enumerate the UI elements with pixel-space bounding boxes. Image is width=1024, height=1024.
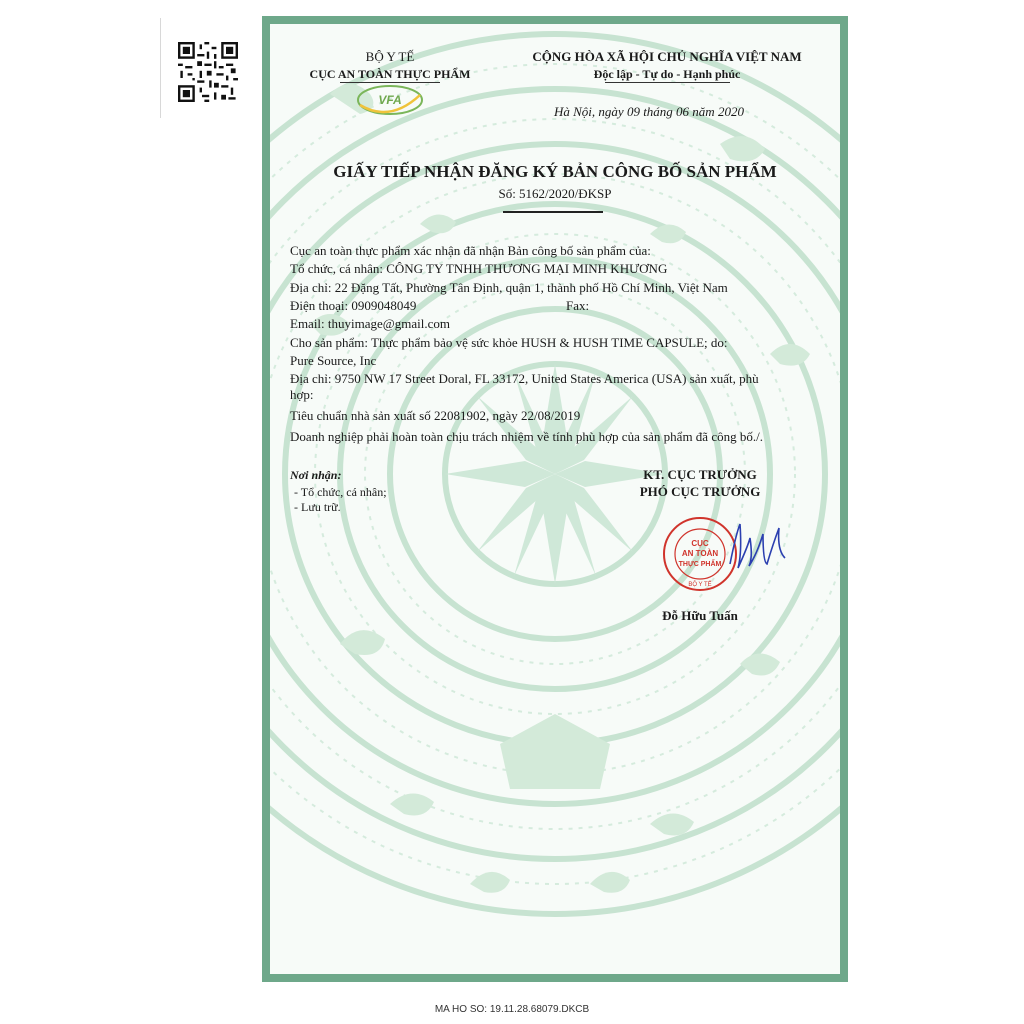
certificate-document xyxy=(262,16,848,982)
body-line: Địa chỉ: 22 Đặng Tất, Phường Tân Định, quận 1, thành phố Hồ Chí Minh, Việt Nam xyxy=(290,280,728,295)
agency-name: CỤC AN TOÀN THỰC PHẨM xyxy=(309,67,471,81)
recipient-item: - Lưu trữ. xyxy=(294,500,341,514)
page-divider xyxy=(160,18,161,118)
document-title: GIẤY TIẾP NHẬN ĐĂNG KÝ BẢN CÔNG BỐ SẢN PHẨM xyxy=(333,162,777,181)
recipients-heading: Nơi nhận: xyxy=(290,468,342,482)
vfa-logo-icon xyxy=(350,80,430,120)
title-underline xyxy=(503,211,603,213)
national-motto: Độc lập - Tự do - Hạnh phúc xyxy=(593,67,741,81)
document-number: Số: 5162/2020/ĐKSP xyxy=(498,186,612,201)
header-right-underline xyxy=(605,82,730,83)
handwritten-signature-icon xyxy=(726,512,798,582)
body-line: Doanh nghiệp phải hoàn toàn chịu trách nhiệm về tính phù hợp của sản phẩm đã công bố./. xyxy=(290,429,763,444)
body-line: Cục an toàn thực phẩm xác nhận đã nhận Bản công bố sản phẩm của: xyxy=(290,243,651,258)
body-line: Cho sản phẩm: Thực phẩm bảo vệ sức khỏe HUSH & HUSH TIME CAPSULE; do: xyxy=(290,335,728,350)
nation-name: CỘNG HÒA XÃ HỘI CHỦ NGHĨA VIỆT NAM xyxy=(532,49,802,64)
body-line: Địa chỉ: 9750 NW 17 Street Doral, FL 33172, United States America (USA) sản xuất, phù xyxy=(290,371,759,386)
svg-text:BỘ Y TẾ: BỘ Y TẾ xyxy=(688,582,712,588)
issue-date: Hà Nội, ngày 09 tháng 06 năm 2020 xyxy=(554,104,744,119)
signer-title-1: KT. CỤC TRƯỞNG xyxy=(643,467,757,482)
svg-text:CỤC: CỤC xyxy=(691,539,709,548)
svg-text:AN TOÀN: AN TOÀN xyxy=(681,549,719,558)
dossier-code: MA HO SO: 19.11.28.68079.DKCB xyxy=(434,1004,590,1015)
body-line: Pure Source, Inc xyxy=(290,353,377,368)
svg-text:THỰC PHẨM: THỰC PHẨM xyxy=(678,561,722,568)
body-line: Tiêu chuẩn nhà sản xuất số 22081902, ngày 22/08/2019 xyxy=(290,408,581,423)
svg-text:VFA: VFA xyxy=(378,93,402,107)
signer-title-2: PHÓ CỤC TRƯỞNG xyxy=(639,484,761,499)
body-line: hợp: xyxy=(290,387,314,402)
body-line: Điện thoại: 0909048049 xyxy=(290,298,417,313)
fax-label: Fax: xyxy=(566,298,590,313)
body-line: Tổ chức, cá nhân: CÔNG TY TNHH THƯƠNG MẠI MINH KHƯƠNG xyxy=(290,261,668,276)
signer-name: Đỗ Hữu Tuấn xyxy=(662,608,738,623)
ministry-name: BỘ Y TẾ xyxy=(365,49,415,64)
body-line: Email: thuyimage@gmail.com xyxy=(290,316,450,331)
qr-code-icon[interactable] xyxy=(178,42,238,102)
recipient-item: - Tổ chức, cá nhân; xyxy=(294,485,387,499)
